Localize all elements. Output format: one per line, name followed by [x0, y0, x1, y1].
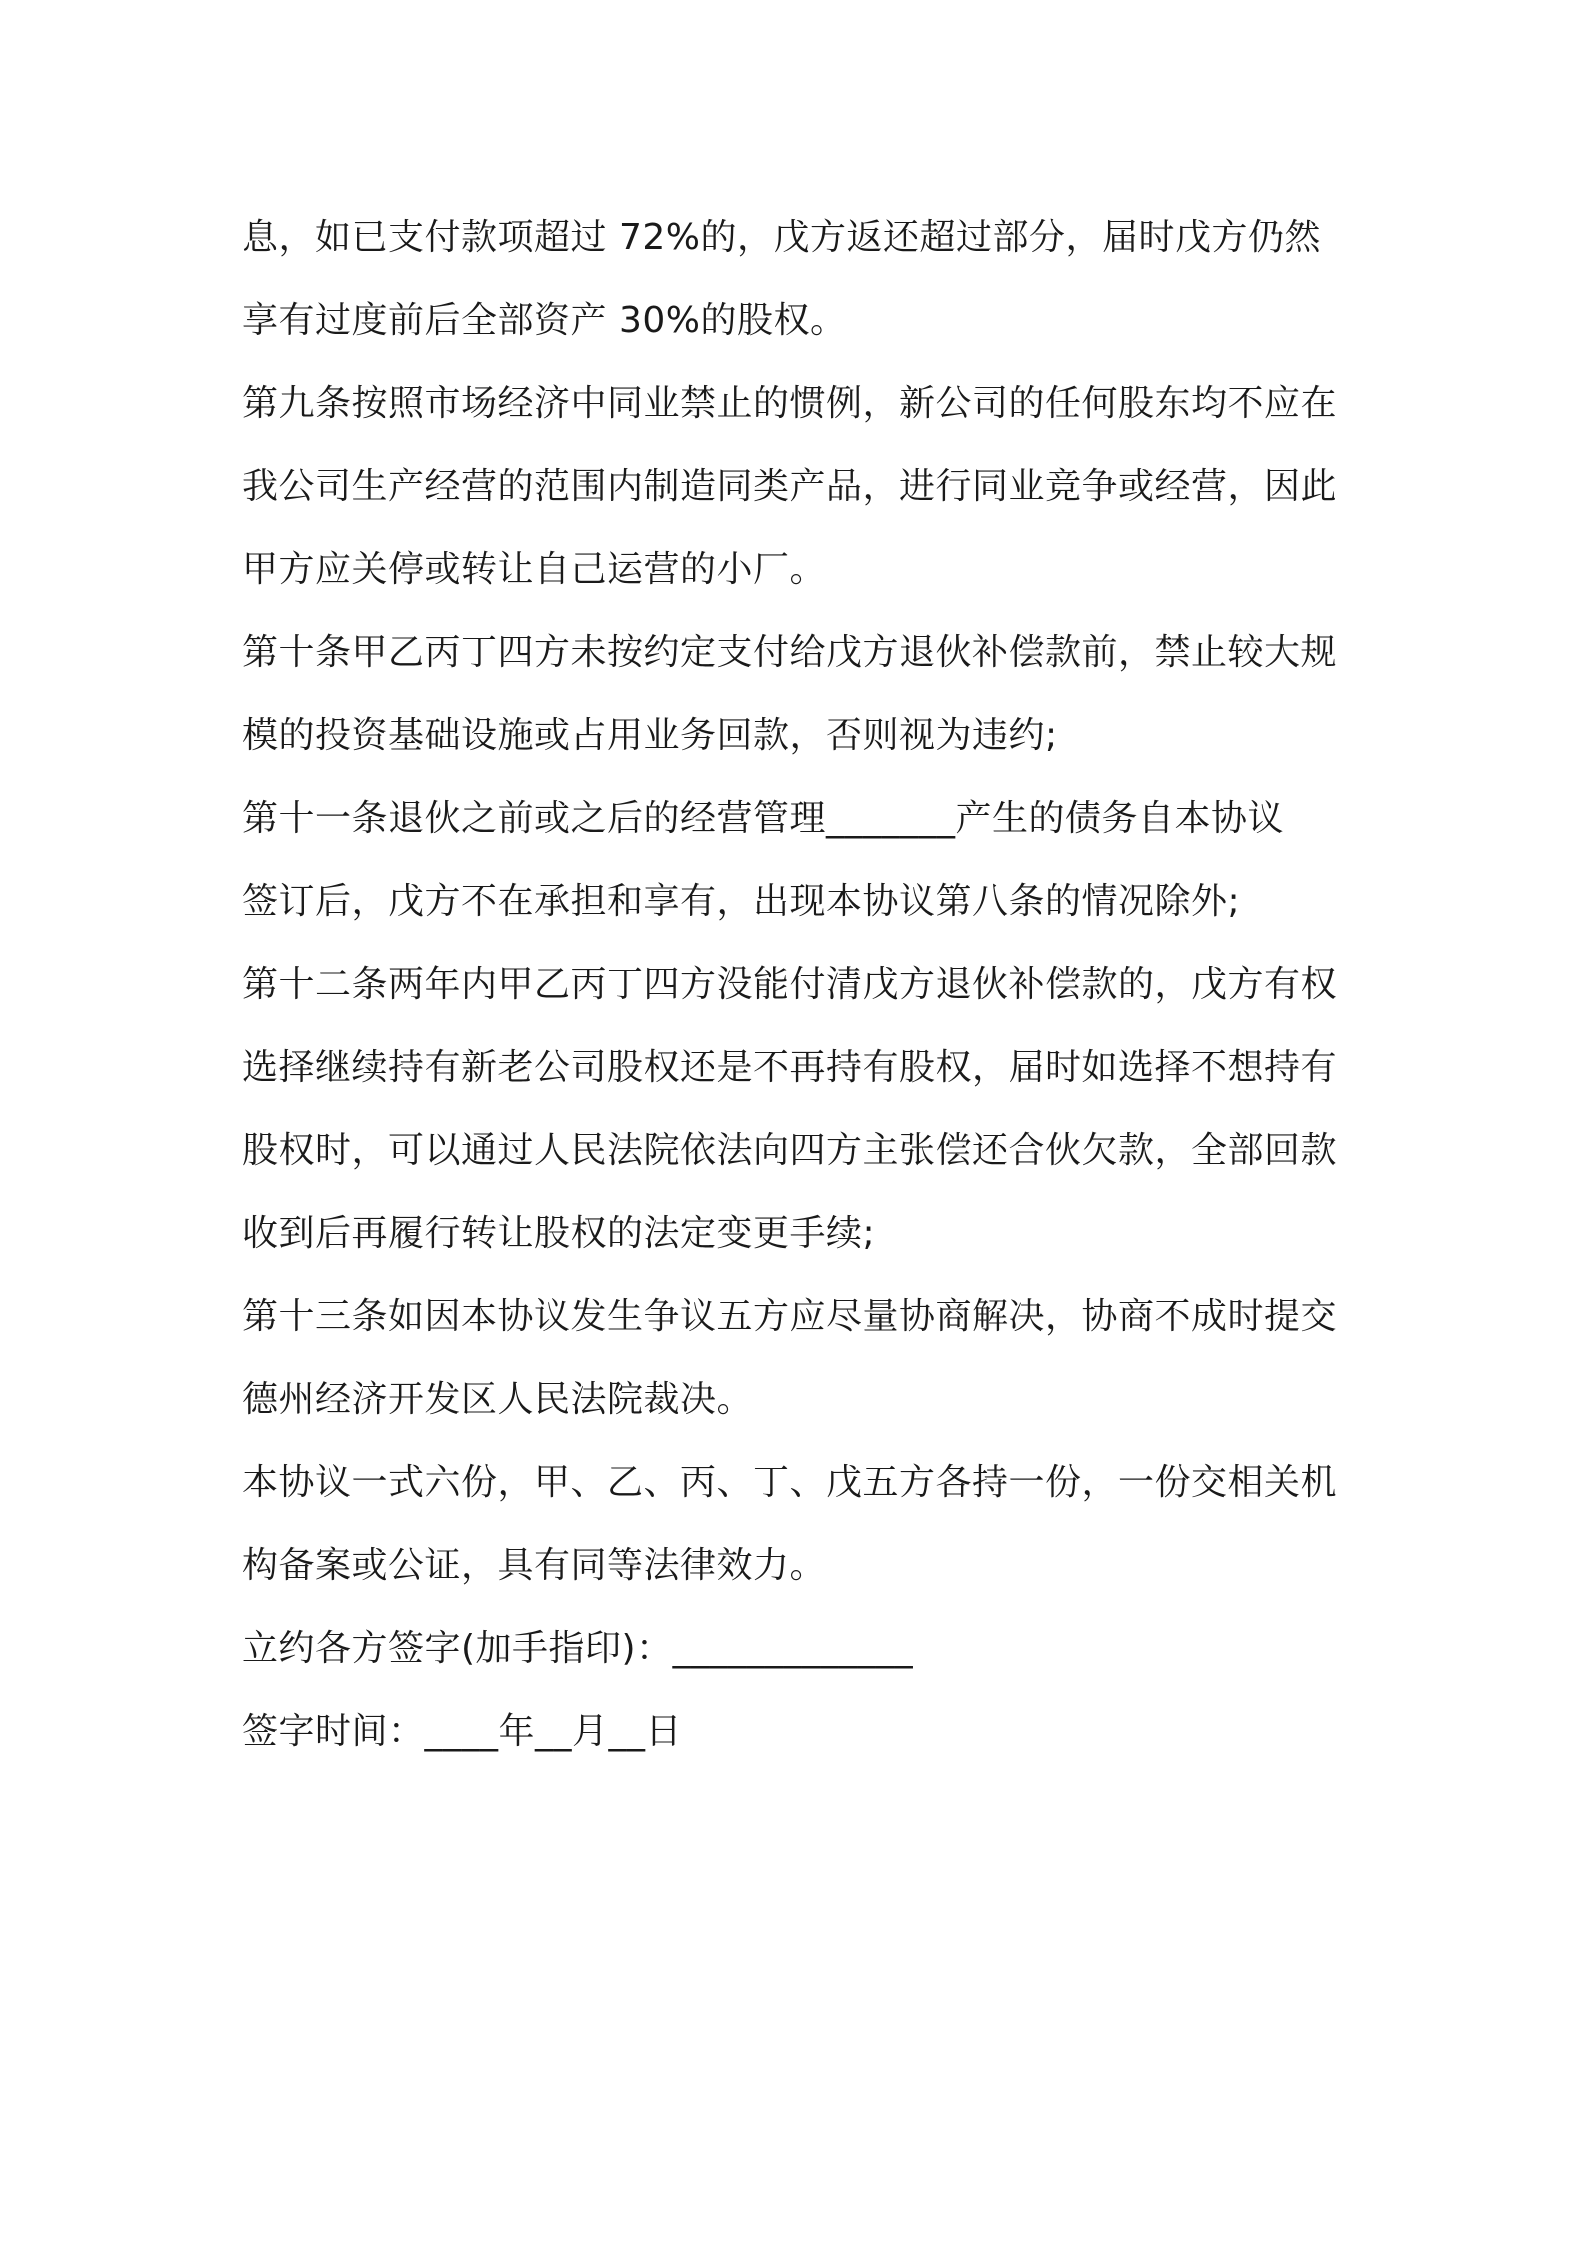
text-line: 第十三条如因本协议发生争议五方应尽量协商解决，协商不成时提交: [242, 1296, 1338, 1337]
text-line: 本协议一式六份，甲、乙、丙、丁、戊五方各持一份，一份交相关机: [242, 1462, 1338, 1503]
paragraph-article-13: [242, 1275, 1352, 1441]
text-line: 立约各方签字(加手指印)：_____________: [242, 1628, 914, 1669]
signature-date-line: [242, 1690, 1352, 1773]
text-line: 签字时间：____年__月__日: [242, 1711, 683, 1752]
paragraph-article-10: [242, 611, 1352, 777]
document-body: [242, 196, 1352, 1773]
text-line: 第十条甲乙丙丁四方未按约定支付给戊方退伙补偿款前，禁止较大规: [242, 632, 1338, 673]
text-line: 构备案或公证，具有同等法律效力。: [242, 1545, 827, 1586]
text-line: 甲方应关停或转让自己运营的小厂。: [242, 549, 827, 590]
paragraph-article-12: [242, 943, 1352, 1275]
text-line: 模的投资基础设施或占用业务回款，否则视为违约;: [242, 715, 1058, 756]
text-line: 收到后再履行转让股权的法定变更手续;: [242, 1213, 876, 1254]
text-line: 第九条按照市场经济中同业禁止的惯例，新公司的任何股东均不应在: [242, 383, 1338, 424]
text-line: 选择继续持有新老公司股权还是不再持有股权，届时如选择不想持有: [242, 1047, 1338, 1088]
paragraph-article-11: [242, 777, 1352, 943]
text-line: 第十一条退伙之前或之后的经营管理_______产生的债务自本协议: [242, 798, 1285, 839]
signature-line: [242, 1607, 1352, 1690]
text-line: 签订后，戊方不在承担和享有，出现本协议第八条的情况除外;: [242, 881, 1241, 922]
paragraph-article-9: [242, 362, 1352, 611]
text-line: 第十二条两年内甲乙丙丁四方没能付清戊方退伙补偿款的，戊方有权: [242, 964, 1338, 1005]
text-line: 享有过度前后全部资产 30%的股权。: [242, 300, 847, 341]
paragraph-copies: [242, 1441, 1352, 1607]
text-line: 德州经济开发区人民法院裁决。: [242, 1379, 754, 1420]
text-line: 我公司生产经营的范围内制造同类产品，进行同业竞争或经营，因此: [242, 466, 1338, 507]
text-line: 息，如已支付款项超过 72%的，戊方返还超过部分，届时戊方仍然: [242, 217, 1321, 258]
text-line: 股权时，可以通过人民法院依法向四方主张偿还合伙欠款，全部回款: [242, 1130, 1338, 1171]
paragraph-continuation: [242, 196, 1352, 362]
